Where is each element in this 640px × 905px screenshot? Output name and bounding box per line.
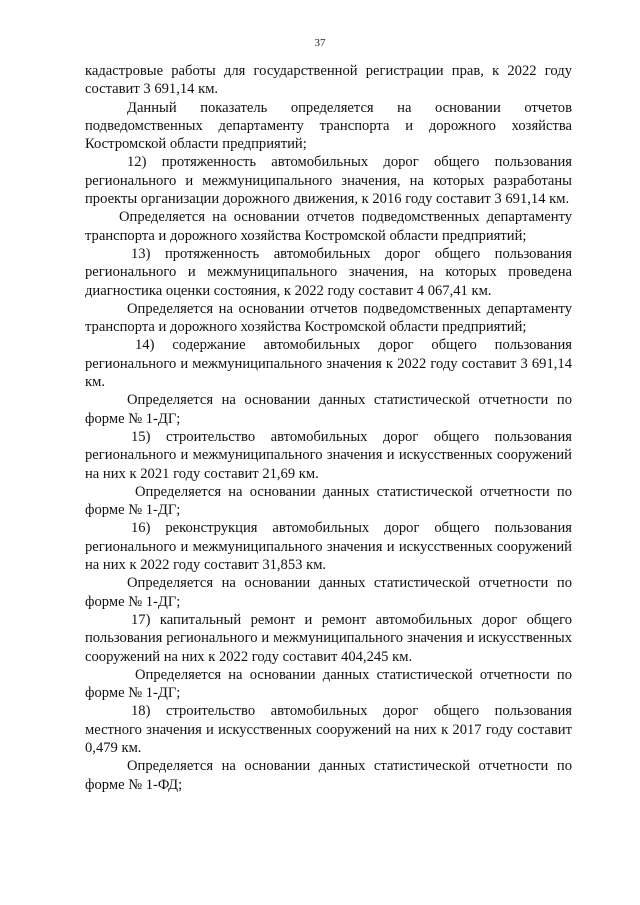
paragraph-continuation: кадастровые работы для государственной регистрации прав, к 2022 году составит 3 691,14 км. [85, 63, 572, 98]
paragraph-item-18-source: Определяется на основании данных статистической отчетности по форме № 1-ФД; [85, 758, 572, 793]
paragraph-item-13-source: Определяется на основании отчетов подведомственных департаменту транспорта и дорожного хозяйства Костромской области предприятий; [85, 300, 572, 336]
paragraph-item-18: 18) строительство автомобильных дорог общего пользования местного значения и искусственных сооружений на них к 2017 году составит 0,479 км. [85, 703, 572, 756]
paragraph-item-16-source: Определяется на основании данных статистической отчетности по форме № 1-ДГ; [85, 575, 572, 610]
paragraph-item-14: 14) содержание автомобильных дорог общего пользования регионального и межмуниципального значения к 2022 году составит 3 691,14 км. [85, 337, 572, 391]
paragraph-item-15-source: Определяется на основании данных статистической отчетности по форме № 1-ДГ; [85, 483, 572, 519]
page-number: 37 [314, 37, 326, 49]
paragraph-item-12-source: Определяется на основании отчетов подведомственных департаменту транспорта и дорожного хозяйства Костромской области предприятий; [85, 209, 572, 244]
paragraph-item-13: 13) протяженность автомобильных дорог общего пользования регионального и межмуниципального значения, на которых проведена диагностика оценки состояния, к 2022 году составит 4 067,41 км. [85, 245, 572, 299]
paragraph-item-12: 12) протяженность автомобильных дорог общего пользования регионального и межмуниципального значения, на которых разработаны проекты организации дорожного движения, к 2016 году составит 3 691,14 км. [85, 154, 572, 208]
document-body [85, 62, 572, 794]
paragraph-item-14-source: Определяется на основании данных статистической отчетности по форме № 1-ДГ; [85, 392, 572, 427]
paragraph-item-17-source: Определяется на основании данных статистической отчетности по форме № 1-ДГ; [85, 666, 572, 702]
paragraph-item-15: 15) строительство автомобильных дорог общего пользования регионального и межмуниципального значения и искусственных сооружений на них к 2021 году составит 21,69 км. [85, 428, 572, 482]
paragraph-item-16: 16) реконструкция автомобильных дорог общего пользования регионального и межмуниципального значения и искусственных сооружений на них к 2022 году составит 31,853 км. [85, 520, 572, 574]
paragraph-indicator-source: Данный показатель определяется на основании отчетов подведомственных департаменту транспорта и дорожного хозяйства Костромской области предприятий; [85, 99, 572, 153]
paragraph-item-17: 17) капитальный ремонт и ремонт автомобильных дорог общего пользования регионального и межмуниципального значения и искусственных сооружений на них к 2022 году составит 404,245 км. [85, 611, 572, 665]
